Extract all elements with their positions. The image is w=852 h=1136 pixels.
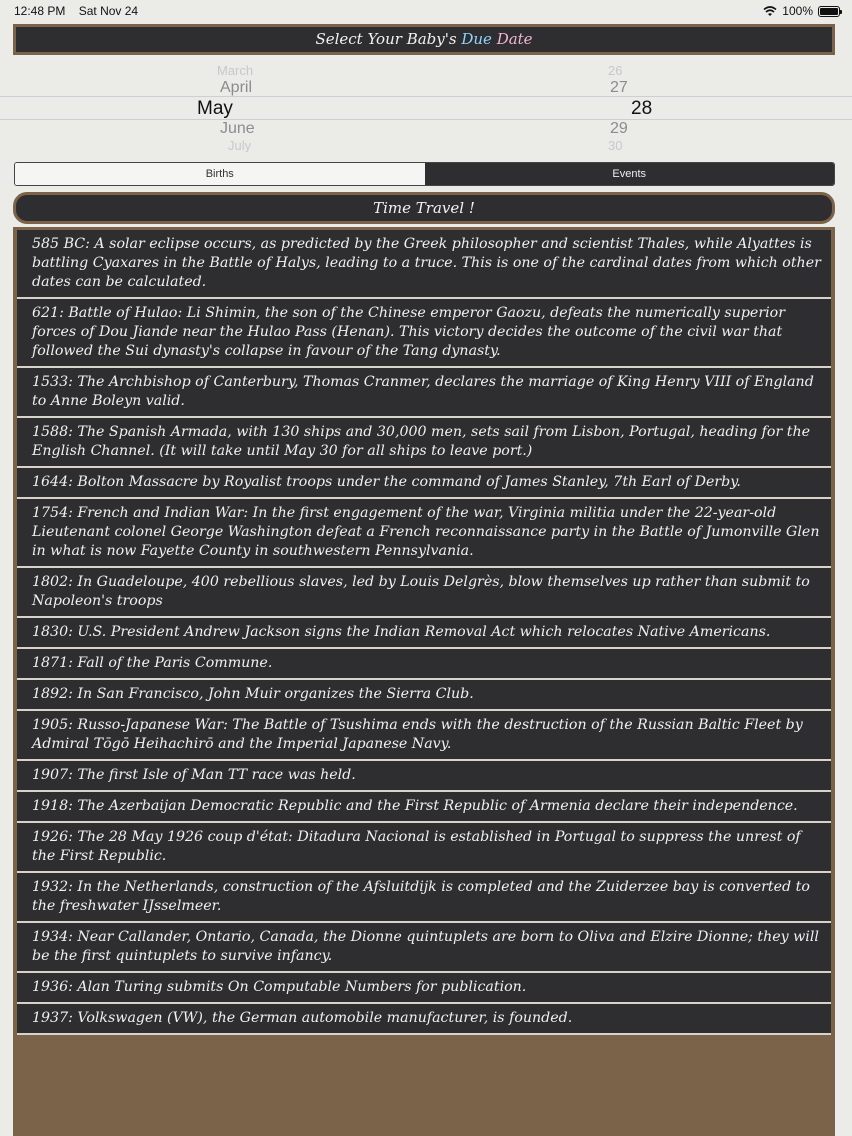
picker-month-option[interactable]: July <box>228 138 252 152</box>
event-row[interactable]: 1754: French and Indian War: In the first engagement of the war, Virginia militia under the 22-year-old Lieutenant colonel George Washington defeat a French reconnaissance party in the Battle of Jumonville Glen in what is now Fayette County in southwestern Pennsylvania. <box>17 499 831 568</box>
picker-day-option[interactable]: 29 <box>610 120 628 137</box>
event-row[interactable]: 1830: U.S. President Andrew Jackson signs the Indian Removal Act which relocates Native Americans. <box>17 618 831 649</box>
picker-month-option[interactable]: April <box>220 79 253 96</box>
picker-top-line <box>0 96 852 97</box>
header-due: Due <box>461 30 492 48</box>
picker-day-option[interactable]: 27 <box>610 79 628 96</box>
wifi-icon <box>763 6 777 17</box>
event-row[interactable]: 1907: The first Isle of Man TT race was held. <box>17 761 831 792</box>
battery-icon <box>818 6 840 17</box>
time-travel-button[interactable]: Time Travel ! <box>13 192 835 224</box>
status-bar <box>0 0 852 22</box>
events-list[interactable] <box>13 227 835 1136</box>
date-picker[interactable] <box>0 60 852 152</box>
event-row[interactable]: 1588: The Spanish Armada, with 130 ships and 30,000 men, sets sail from Lisbon, Portugal, heading for the English Channel. (It will take until May 30 for all ships to leave port.) <box>17 418 831 468</box>
picker-day-selected[interactable]: 28 <box>631 98 653 119</box>
due-date-header <box>13 24 835 55</box>
event-row[interactable]: 1892: In San Francisco, John Muir organizes the Sierra Club. <box>17 680 831 711</box>
event-row[interactable]: 1533: The Archbishop of Canterbury, Thomas Cranmer, declares the marriage of King Henry VIII of England to Anne Boleyn valid. <box>17 368 831 418</box>
event-row[interactable]: 1905: Russo-Japanese War: The Battle of Tsushima ends with the destruction of the Russian Baltic Fleet by Admiral Tōgō Heihachirō and the Imperial Japanese Navy. <box>17 711 831 761</box>
event-row[interactable]: 1932: In the Netherlands, construction of the Afsluitdijk is completed and the Zuiderzee bay is converted to the freshwater IJsselmeer. <box>17 873 831 923</box>
event-row[interactable]: 1802: In Guadeloupe, 400 rebellious slaves, led by Louis Delgrès, blow themselves up rather than submit to Napoleon's troops <box>17 568 831 618</box>
picker-day-option[interactable]: 26 <box>608 63 623 78</box>
header-prefix: Select Your Baby's <box>315 30 462 48</box>
status-date: Sat Nov 24 <box>78 4 139 18</box>
picker-month-option[interactable]: June <box>220 120 255 137</box>
segment-births[interactable]: Births <box>15 163 425 185</box>
event-row[interactable]: 621: Battle of Hulao: Li Shimin, the son of the Chinese emperor Gaozu, defeats the numerically superior forces of Dou Jiande near the Hulao Pass (Henan). This victory decides the outcome of the civil war that followed the Sui dynasty's collapse in favour of the Tang dynasty. <box>17 299 831 368</box>
picker-bottom-line <box>0 119 852 120</box>
event-row[interactable]: 1926: The 28 May 1926 coup d'état: Ditadura Nacional is established in Portugal to suppress the unrest of the First Republic. <box>17 823 831 873</box>
event-row[interactable]: 1871: Fall of the Paris Commune. <box>17 649 831 680</box>
event-row[interactable]: 1936: Alan Turing submits On Computable Numbers for publication. <box>17 973 831 1004</box>
picker-month-selected[interactable]: May <box>197 98 233 119</box>
event-row[interactable]: 1644: Bolton Massacre by Royalist troops under the command of James Stanley, 7th Earl of Derby. <box>17 468 831 499</box>
event-row[interactable]: 585 BC: A solar eclipse occurs, as predicted by the Greek philosopher and scientist Thales, while Alyattes is battling Cyaxares in the Battle of Halys, leading to a truce. This is one of the cardinal dates from which other dates can be calculated. <box>17 230 831 299</box>
mode-segmented-control[interactable] <box>14 162 835 186</box>
segment-events[interactable]: Events <box>425 163 835 185</box>
event-row[interactable]: 1934: Near Callander, Ontario, Canada, the Dionne quintuplets are born to Oliva and Elzire Dionne; they will be the first quintuplets to survive infancy. <box>17 923 831 973</box>
status-time: 12:48 PM <box>14 4 66 18</box>
battery-percent: 100% <box>782 4 813 18</box>
event-row[interactable]: 1937: Volkswagen (VW), the German automobile manufacturer, is founded. <box>17 1004 831 1035</box>
picker-month-option[interactable]: March <box>217 63 254 78</box>
header-date: Date <box>496 30 533 48</box>
picker-day-option[interactable]: 30 <box>608 138 623 152</box>
event-row[interactable]: 1918: The Azerbaijan Democratic Republic and the First Republic of Armenia declare their independence. <box>17 792 831 823</box>
